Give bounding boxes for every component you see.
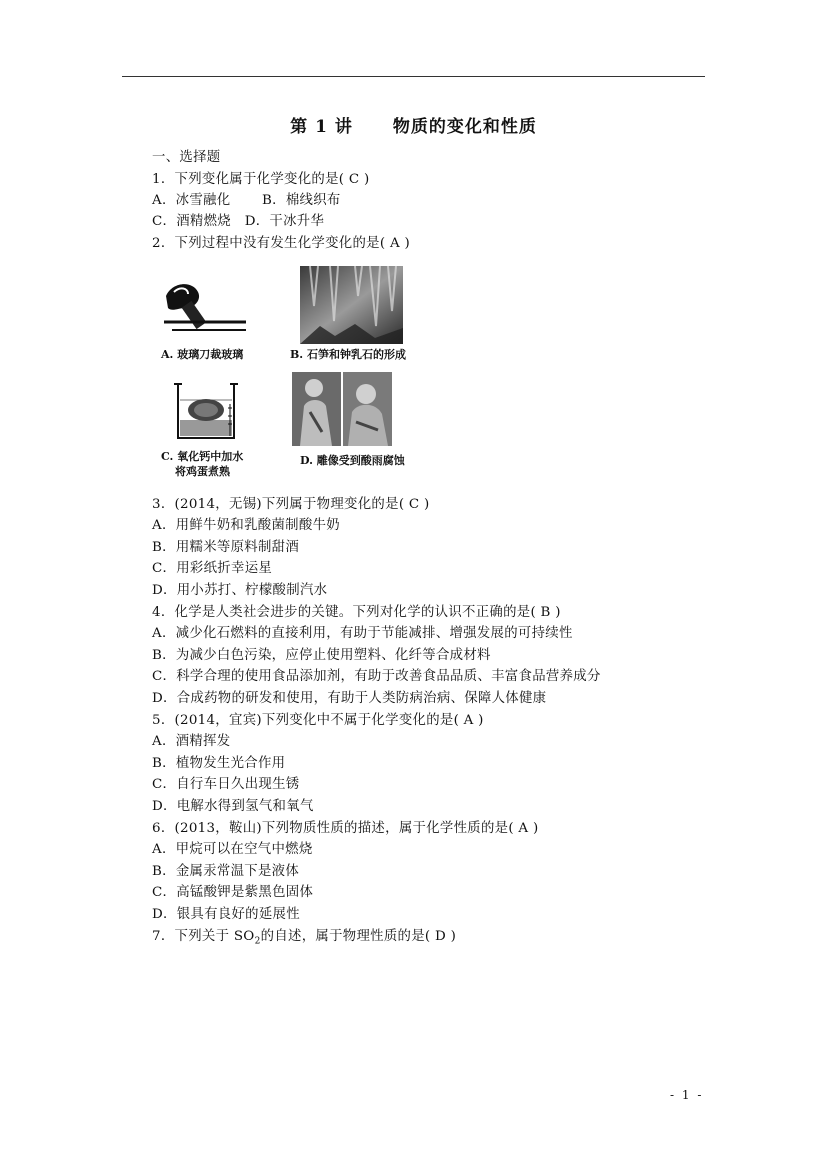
q6-option-a: A．甲烷可以在空气中燃烧	[152, 842, 313, 857]
page-number: - 1 -	[670, 1088, 704, 1102]
q4-option-b: B．为减少白色污染，应停止使用塑料、化纤等合成材料	[152, 648, 491, 663]
q5-option-c: C．自行车日久出现生锈	[152, 777, 300, 792]
figure-d-caption: D. 雕像受到酸雨腐蚀	[300, 454, 405, 467]
glass-cutter-image	[158, 278, 248, 336]
figure-c-caption-line2: 将鸡蛋煮熟	[175, 465, 230, 478]
header-rule	[122, 76, 705, 77]
section-heading: 一、选择题	[152, 150, 221, 165]
beaker-egg-image	[172, 380, 240, 442]
q1-option-b: B．棉线织布	[262, 193, 341, 208]
figure-b-caption: B. 石笋和钟乳石的形成	[290, 348, 406, 361]
q1-option-cd: C．酒精燃烧 D．干冰升华	[152, 214, 325, 229]
q5-option-a: A．酒精挥发	[152, 734, 231, 749]
question-3: 3．(2014，无锡)下列属于物理变化的是( C )	[152, 497, 430, 512]
statue-photos	[292, 372, 392, 446]
q5-option-d: D．电解水得到氢气和氧气	[152, 799, 314, 814]
question-7: 7．下列关于 $SO_2$的自述，属于物理性质的是( D )	[152, 929, 457, 947]
q6-option-c: C．高锰酸钾是紫黑色固体	[152, 885, 314, 900]
stalactite-photo	[300, 266, 403, 344]
q3-option-b: B．用糯米等原料制甜酒	[152, 540, 300, 555]
q4-option-a: A．减少化石燃料的直接利用，有助于节能减排、增强发展的可持续性	[152, 626, 573, 641]
question-5: 5．(2014，宜宾)下列变化中不属于化学变化的是( A )	[152, 713, 484, 728]
question-2: 2．下列过程中没有发生化学变化的是( A )	[152, 236, 410, 251]
q4-option-c: C．科学合理的使用食品添加剂，有助于改善食品品质、丰富食品营养成分	[152, 669, 601, 684]
q3-option-c: C．用彩纸折幸运星	[152, 561, 273, 576]
q3-option-a: A．用鲜牛奶和乳酸菌制酸牛奶	[152, 518, 340, 533]
q4-option-d: D．合成药物的研发和使用，有助于人类防病治病、保障人体健康	[152, 691, 547, 706]
q6-option-b: B．金属汞常温下是液体	[152, 864, 300, 879]
question-1: 1．下列变化属于化学变化的是( C )	[152, 172, 370, 187]
page-title: 第 1 讲 物质的变化和性质	[290, 117, 537, 137]
q1-option-a: A．冰雪融化	[152, 193, 231, 208]
figure-a-caption: A. 玻璃刀裁玻璃	[161, 348, 244, 361]
question-4: 4．化学是人类社会进步的关键。下列对化学的认识不正确的是( B )	[152, 605, 561, 620]
question-6: 6．(2013，鞍山)下列物质性质的描述，属于化学性质的是( A )	[152, 821, 539, 836]
q3-option-d: D．用小苏打、柠檬酸制汽水	[152, 583, 328, 598]
q5-option-b: B．植物发生光合作用	[152, 756, 286, 771]
q6-option-d: D．银具有良好的延展性	[152, 907, 300, 922]
figure-c-caption-line1: C. 氧化钙中加水	[161, 450, 244, 463]
